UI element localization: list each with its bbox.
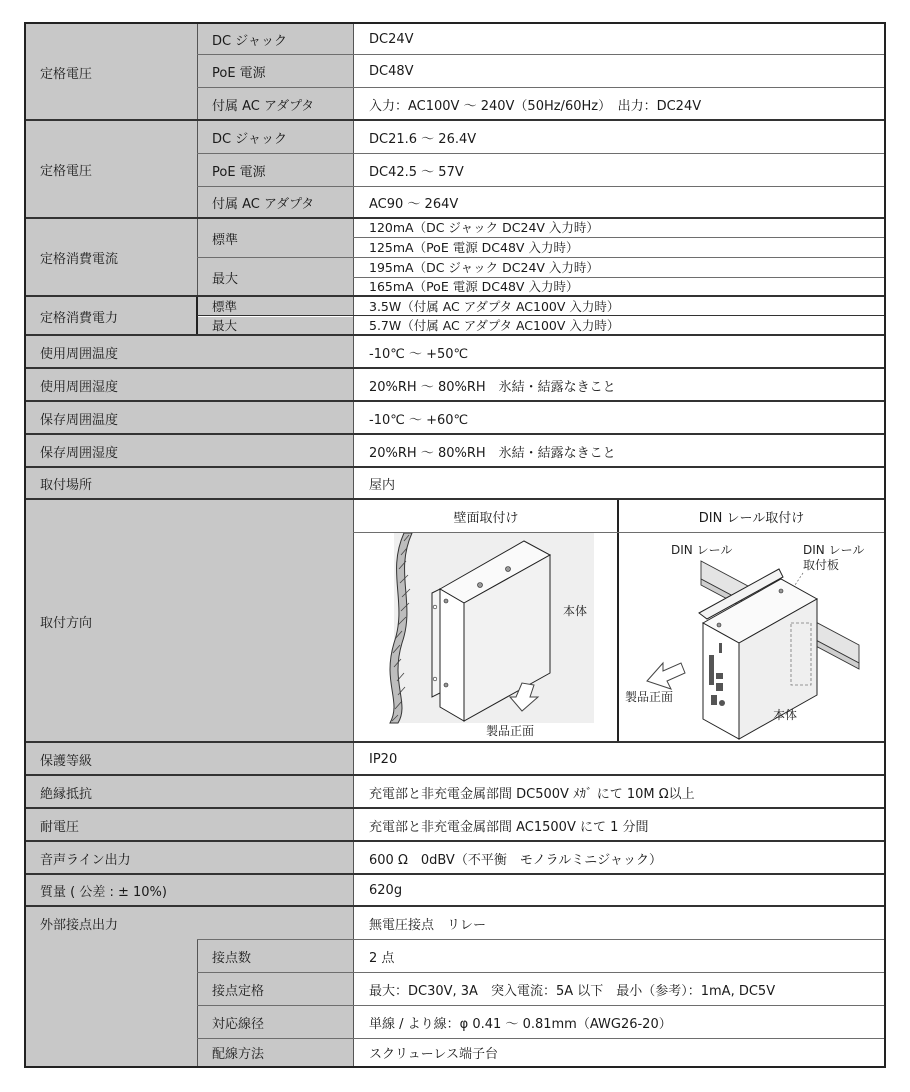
value-ac-adapter: 入力：AC100V ～ 240V（50Hz/60Hz） 出力：DC24V bbox=[354, 88, 884, 120]
wall-front-label: 製品正面 bbox=[486, 724, 535, 738]
din-plate-label-line1: DIN レール bbox=[803, 543, 865, 557]
din-body-label: 本体 bbox=[773, 708, 798, 722]
sub-label-dc-jack: DC ジャック bbox=[198, 24, 353, 54]
label-rated-current: 定格消費電流 bbox=[26, 219, 197, 296]
label-rated-voltage-range: 定格電圧 bbox=[26, 121, 197, 218]
value-external-contact-output: 無電圧接点 リレー bbox=[354, 907, 884, 939]
sub-label-wire-gauge: 対応線径 bbox=[198, 1006, 353, 1038]
sub-label-contact-count: 接点数 bbox=[198, 940, 353, 972]
sub-label-poe: PoE 電源 bbox=[198, 55, 353, 87]
din-device-body-icon bbox=[699, 569, 817, 739]
value-storage-humidity: 20%RH ～ 80%RH 氷結・結露なきこと bbox=[354, 435, 884, 467]
sub-label-standard: 標準 bbox=[198, 297, 353, 316]
value-current-max-poe: 165mA（PoE 電源 DC48V 入力時） bbox=[354, 278, 884, 296]
label-external-contact-output: 外部接点出力 bbox=[26, 907, 353, 939]
value-wiring-method: スクリューレス端子台 bbox=[354, 1039, 884, 1066]
column-divider bbox=[197, 24, 198, 296]
value-contact-count: 2 点 bbox=[354, 940, 884, 972]
label-storage-temperature: 保存周囲温度 bbox=[26, 402, 353, 434]
label-withstand-voltage: 耐電圧 bbox=[26, 809, 353, 841]
value-current-max-dc: 195mA（DC ジャック DC24V 入力時） bbox=[354, 258, 884, 277]
value-power-standard: 3.5W（付属 AC アダプタ AC100V 入力時） bbox=[354, 297, 884, 316]
value-insulation-resistance: 充電部と非充電金属部間 DC500V ﾒｶﾞ にて 10M Ω以上 bbox=[354, 776, 884, 808]
din-rail-label: DIN レール bbox=[671, 543, 733, 557]
sub-label-poe: PoE 電源 bbox=[198, 154, 353, 186]
din-mount-title: DIN レール取付け bbox=[619, 500, 884, 532]
value-contact-rating: 最大：DC30V, 3A 突入電流：5A 以下 最小（参考）：1mA, DC5V bbox=[354, 973, 884, 1005]
value-weight: 620g bbox=[354, 875, 884, 906]
sub-label-wiring-method: 配線方法 bbox=[198, 1039, 353, 1066]
label-rated-power: 定格消費電力 bbox=[26, 297, 197, 335]
wall-mount-illustration bbox=[354, 533, 618, 742]
sub-label-max: 最大 bbox=[198, 317, 353, 335]
label-storage-humidity: 保存周囲湿度 bbox=[26, 435, 353, 467]
label-operating-humidity: 使用周囲湿度 bbox=[26, 369, 353, 401]
din-plate-label-line2: 取付板 bbox=[803, 558, 840, 572]
value-operating-temperature: -10℃ ～ +50℃ bbox=[354, 336, 884, 368]
column-divider bbox=[353, 24, 354, 1066]
label-audio-line-output: 音声ライン出力 bbox=[26, 842, 353, 874]
value-poe: DC48V bbox=[354, 55, 884, 87]
column-divider bbox=[617, 499, 619, 742]
value-wire-gauge: 単線 / より線：φ 0.41 ～ 0.81mm（AWG26-20） bbox=[354, 1006, 884, 1038]
value-dc-jack-range: DC21.6 ～ 26.4V bbox=[354, 121, 884, 153]
label-weight: 質量 ( 公差 : ± 10%) bbox=[26, 875, 353, 906]
value-protection-class: IP20 bbox=[354, 743, 884, 775]
column-divider bbox=[197, 939, 198, 1066]
value-dc-jack: DC24V bbox=[354, 24, 884, 54]
value-storage-temperature: -10℃ ～ +60℃ bbox=[354, 402, 884, 434]
value-audio-line-output: 600 Ω 0dBV（不平衡 モノラルミニジャック） bbox=[354, 842, 884, 874]
sub-label-dc-jack: DC ジャック bbox=[198, 121, 353, 153]
label-protection-class: 保護等級 bbox=[26, 743, 353, 775]
sub-label-ac-adapter: 付属 AC アダプタ bbox=[198, 187, 353, 218]
value-current-standard-poe: 125mA（PoE 電源 DC48V 入力時） bbox=[354, 238, 884, 257]
label-operating-temperature: 使用周囲温度 bbox=[26, 336, 353, 368]
wall-mount-title: 壁面取付け bbox=[354, 500, 618, 532]
sub-label-ac-adapter: 付属 AC アダプタ bbox=[198, 88, 353, 120]
label-rated-voltage: 定格電圧 bbox=[26, 24, 197, 120]
value-installation-location: 屋内 bbox=[354, 468, 884, 499]
sub-label-contact-rating: 接点定格 bbox=[198, 973, 353, 1005]
value-poe-range: DC42.5 ～ 57V bbox=[354, 154, 884, 186]
value-operating-humidity: 20%RH ～ 80%RH 氷結・結露なきこと bbox=[354, 369, 884, 401]
value-power-max: 5.7W（付属 AC アダプタ AC100V 入力時） bbox=[354, 317, 884, 335]
din-front-arrow-icon bbox=[647, 663, 685, 689]
label-installation-location: 取付場所 bbox=[26, 468, 353, 499]
value-withstand-voltage: 充電部と非充電金属部間 AC1500V にて 1 分間 bbox=[354, 809, 884, 841]
din-rail-illustration bbox=[619, 533, 884, 742]
din-front-label: 製品正面 bbox=[625, 690, 674, 704]
value-current-standard-dc: 120mA（DC ジャック DC24V 入力時） bbox=[354, 219, 884, 237]
label-mounting-direction: 取付方向 bbox=[26, 500, 353, 742]
wall-body-label: 本体 bbox=[563, 604, 588, 618]
sub-label-max: 最大 bbox=[198, 258, 353, 296]
sub-label-standard: 標準 bbox=[198, 219, 353, 257]
label-insulation-resistance: 絶縁抵抗 bbox=[26, 776, 353, 808]
value-ac-adapter-range: AC90 ～ 264V bbox=[354, 187, 884, 218]
